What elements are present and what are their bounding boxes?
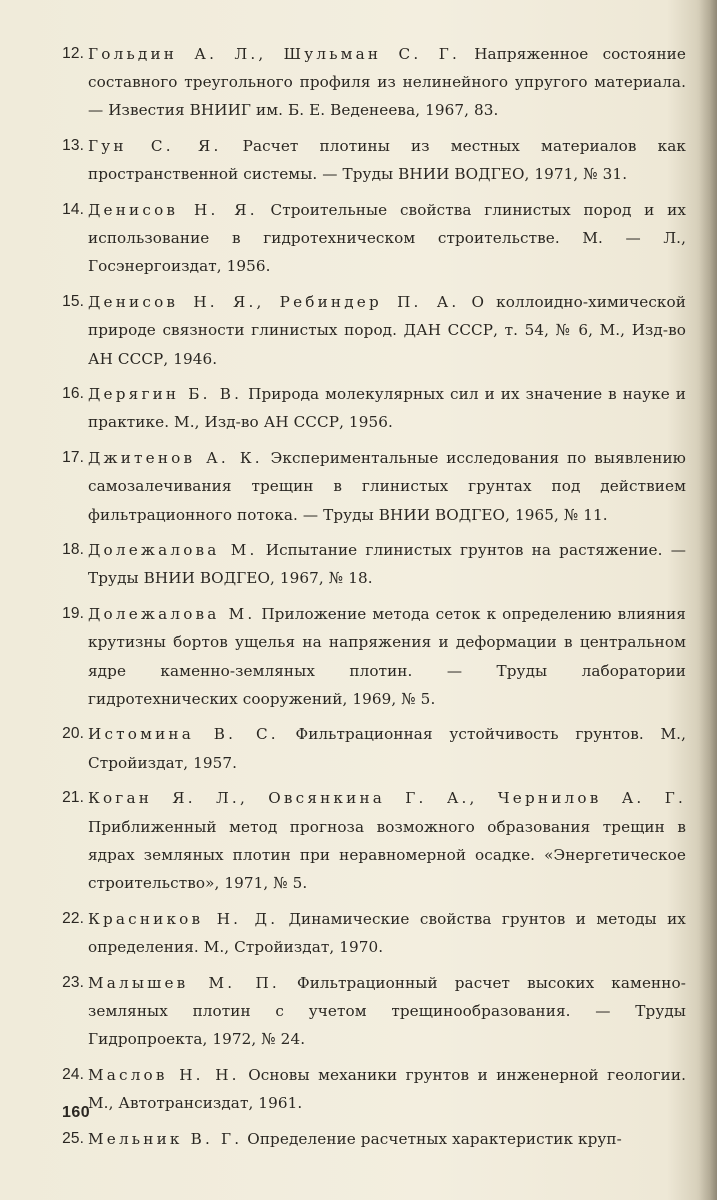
reference-item (46, 600, 686, 713)
reference-item (46, 444, 686, 529)
reference-list (46, 40, 686, 1160)
reference-text: О коллоидно-химической природе связности глинистых пород. ДАН СССР, т. 54, № 6, М., Изд-во АН СССР, 1946. (88, 293, 686, 368)
reference-item (46, 1061, 686, 1117)
reference-number: 16. (62, 385, 84, 403)
reference-text: Напряженное состояние составного треугольного профиля из нелинейного упругого материала. — Известия ВНИИГ им. Б. Е. Веденеева, 1967, 83. (88, 45, 686, 120)
reference-text: Приложение метода сеток к определению влияния крутизны бортов ущелья на напряжения и деформации в центральном ядре каменно-земляных плотин. — Труды лаборатории гидротехнических сооружений, 1969, № 5. (88, 605, 686, 708)
reference-authors: Денисов Н. Я., Ребиндер П. А. (88, 293, 460, 312)
reference-text: Испытание глинистых грунтов на растяжение. — Труды ВНИИ ВОДГЕО, 1967, № 18. (88, 541, 686, 588)
reference-text: Приближенный метод прогноза возможного образования трещин в ядрах земляных плотин при неравномерной осадке. «Энергетическое строительство», 1971, № 5. (88, 817, 686, 892)
reference-number: 13. (62, 137, 84, 155)
reference-number: 25. (62, 1129, 84, 1147)
reference-text: Основы механики грунтов и инженерной геологии. М., Автотрансиздат, 1961. (88, 1065, 686, 1112)
reference-item (46, 196, 686, 281)
reference-text: Природа молекулярных сил и их значение в науке и практике. М., Изд-во АН СССР, 1956. (88, 385, 687, 432)
page-number: 160 (62, 1104, 91, 1121)
reference-text: Экспериментальные исследования по выявлению самозалечивания трещин в глинистых грунтах под действием фильтрационного потока. — Труды ВНИИ ВОДГЕО, 1965, № 11. (88, 449, 687, 524)
reference-number: 21. (62, 789, 84, 807)
reference-number: 19. (62, 605, 84, 623)
reference-item (46, 905, 686, 961)
reference-authors: Гун С. Я. (88, 137, 222, 156)
reference-text: Фильтрационный расчет высоких каменно-земляных плотин с учетом трещинообразования. — Труды Гидропроекта, 1972, № 24. (88, 973, 686, 1048)
reference-number: 20. (62, 725, 84, 743)
reference-authors: Дерягин Б. В. (88, 385, 243, 404)
page-edge-shadow (699, 0, 717, 1200)
reference-authors: Денисов Н. Я. (88, 201, 258, 220)
reference-item (46, 720, 686, 776)
reference-number: 14. (62, 201, 84, 219)
reference-item (46, 1125, 686, 1153)
reference-authors: Коган Я. Л., Овсянкина Г. А., Чернилов А. Г. (88, 789, 686, 808)
reference-number: 24. (62, 1065, 84, 1083)
reference-authors: Малышев М. П. (88, 973, 280, 992)
reference-text: Определение расчетных характеристик круп- (247, 1129, 622, 1148)
reference-number: 23. (62, 973, 84, 991)
reference-authors: Джитенов А. К. (88, 449, 263, 468)
reference-text: Фильтрационная устойчивость грунтов. М., Стройиздат, 1957. (88, 725, 686, 772)
reference-number: 15. (62, 293, 84, 311)
reference-number: 17. (62, 449, 84, 467)
reference-item (46, 784, 686, 897)
reference-item (46, 380, 686, 436)
reference-text: Динамические свойства грунтов и методы их определения. М., Стройиздат, 1970. (88, 909, 686, 956)
reference-item (46, 969, 686, 1054)
reference-number: 12. (62, 45, 84, 62)
reference-number: 22. (62, 909, 84, 927)
reference-authors: Мельник В. Г. (88, 1129, 243, 1148)
reference-text: Строительные свойства глинистых пород и их использование в гидротехническом строительстве. М. — Л., Госэнергоиздат, 1956. (88, 201, 686, 276)
reference-authors: Красников Н. Д. (88, 909, 279, 928)
reference-number: 18. (62, 541, 84, 559)
reference-authors: Долежалова М. (88, 541, 258, 560)
reference-authors: Маслов Н. Н. (88, 1065, 240, 1084)
reference-item (46, 288, 686, 373)
reference-item (46, 132, 686, 188)
reference-authors: Гольдин А. Л., Шульман С. Г. (88, 45, 460, 63)
reference-text: Расчет плотины из местных материалов как пространственной системы. — Труды ВНИИ ВОДГЕО, 1971, № 31. (88, 137, 686, 184)
reference-item (46, 40, 686, 125)
reference-item (46, 536, 686, 592)
reference-authors: Долежалова М. (88, 605, 256, 624)
reference-authors: Истомина В. С. (88, 725, 279, 744)
